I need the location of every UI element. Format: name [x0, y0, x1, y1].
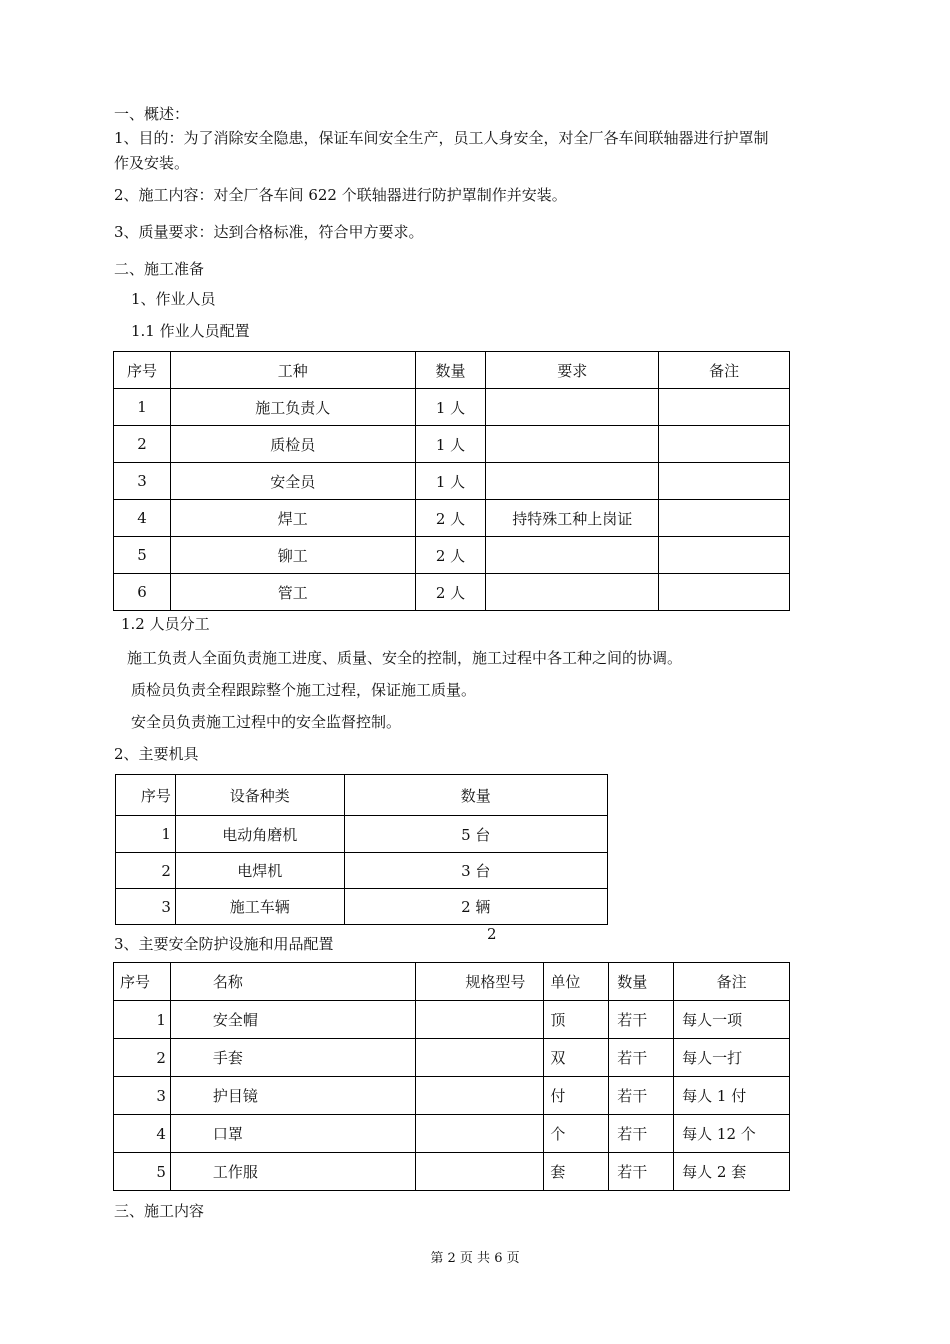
- purpose-text-cont: 作及安装。: [114, 154, 190, 172]
- table-cell: 安全员: [170, 463, 415, 500]
- table-cell: 工作服: [170, 1153, 415, 1191]
- section2-heading: 二、施工准备: [114, 260, 205, 278]
- table-cell: [486, 537, 659, 574]
- table-row: [114, 574, 790, 611]
- table-cell: 3: [114, 463, 171, 500]
- staff-config-heading: 1.1 作业人员配置: [131, 322, 250, 340]
- table-cell: 1: [114, 389, 171, 426]
- table-row: [114, 1115, 790, 1153]
- header-cell: 规格型号: [415, 963, 544, 1001]
- purpose-text: 1、目的：为了消除安全隐患，保证车间安全生产，员工人身安全，对全厂各车间联轴器进行护罩制: [114, 129, 769, 147]
- header-cell: 序号: [114, 352, 171, 389]
- header-cell: 单位: [544, 963, 609, 1001]
- table-row: [114, 1001, 790, 1039]
- table-cell: 每人 12 个: [674, 1115, 790, 1153]
- duty-text: 安全员负责施工过程中的安全监督控制。: [131, 713, 402, 731]
- table-cell: 套: [544, 1153, 609, 1191]
- safety-heading: 3、主要安全防护设施和用品配置: [114, 935, 334, 953]
- table-cell: [486, 574, 659, 611]
- section3-heading: 三、施工内容: [114, 1202, 205, 1220]
- table-cell: [659, 500, 790, 537]
- table-cell: 口罩: [170, 1115, 415, 1153]
- table-row: [116, 853, 608, 889]
- table-cell: 施工负责人: [170, 389, 415, 426]
- table-cell: 1: [116, 816, 176, 853]
- table-row: [114, 500, 790, 537]
- staff-table: [113, 351, 790, 611]
- table-cell: [659, 537, 790, 574]
- stray-number: 2: [487, 925, 497, 943]
- table-cell: [659, 389, 790, 426]
- table-cell: 质检员: [170, 426, 415, 463]
- table-cell: 2 人: [415, 500, 486, 537]
- table-row: [114, 463, 790, 500]
- table-cell: [486, 426, 659, 463]
- table-cell: 3: [116, 889, 176, 925]
- header-cell: 序号: [114, 963, 171, 1001]
- table-cell: 1 人: [415, 389, 486, 426]
- table-cell: [415, 1153, 544, 1191]
- table-cell: [486, 389, 659, 426]
- table-row: [114, 1153, 790, 1191]
- header-cell: 名称: [170, 963, 415, 1001]
- table-row: [114, 426, 790, 463]
- table-cell: 3: [114, 1077, 171, 1115]
- table-row: [114, 1077, 790, 1115]
- table-cell: 每人 2 套: [674, 1153, 790, 1191]
- table-cell: 护目镜: [170, 1077, 415, 1115]
- duty-text: 施工负责人全面负责施工进度、质量、安全的控制，施工过程中各工种之间的协调。: [127, 649, 683, 667]
- header-cell: 工种: [170, 352, 415, 389]
- header-cell: 数量: [344, 775, 607, 816]
- table-header-row: [116, 775, 608, 816]
- table-cell: [659, 463, 790, 500]
- table-cell: 付: [544, 1077, 609, 1115]
- table-cell: 若干: [609, 1153, 674, 1191]
- equipment-table: [115, 774, 608, 925]
- header-cell: 要求: [486, 352, 659, 389]
- table-cell: 每人 1 付: [674, 1077, 790, 1115]
- quality-text: 3、质量要求：达到合格标准，符合甲方要求。: [114, 223, 424, 241]
- section1-heading: 一、概述：: [114, 105, 190, 123]
- header-cell: 数量: [609, 963, 674, 1001]
- table-cell: 持特殊工种上岗证: [486, 500, 659, 537]
- header-cell: 序号: [116, 775, 176, 816]
- table-cell: 1 人: [415, 426, 486, 463]
- header-cell: 数量: [415, 352, 486, 389]
- header-cell: 备注: [659, 352, 790, 389]
- table-cell: 6: [114, 574, 171, 611]
- table-cell: 2 辆: [344, 889, 607, 925]
- table-cell: [415, 1001, 544, 1039]
- table-cell: 若干: [609, 1039, 674, 1077]
- page-number: 第 2 页 共 6 页: [430, 1251, 520, 1266]
- table-cell: 每人一项: [674, 1001, 790, 1039]
- table-cell: 电动角磨机: [175, 816, 344, 853]
- table-cell: 焊工: [170, 500, 415, 537]
- table-cell: 顶: [544, 1001, 609, 1039]
- table-cell: 2: [116, 853, 176, 889]
- table-cell: 施工车辆: [175, 889, 344, 925]
- table-cell: 2: [114, 426, 171, 463]
- table-cell: 4: [114, 500, 171, 537]
- table-cell: 2 人: [415, 537, 486, 574]
- table-cell: 5 台: [344, 816, 607, 853]
- table-row: [116, 889, 608, 925]
- table-cell: 若干: [609, 1077, 674, 1115]
- header-cell: 设备种类: [175, 775, 344, 816]
- equipment-heading: 2、主要机具: [114, 745, 199, 763]
- table-cell: 电焊机: [175, 853, 344, 889]
- table-cell: 每人一打: [674, 1039, 790, 1077]
- table-cell: [486, 463, 659, 500]
- table-cell: 管工: [170, 574, 415, 611]
- table-cell: 双: [544, 1039, 609, 1077]
- content-text: 2、施工内容：对全厂各车间 622 个联轴器进行防护罩制作并安装。: [114, 186, 567, 204]
- table-cell: 5: [114, 1153, 171, 1191]
- table-cell: 2: [114, 1039, 171, 1077]
- table-cell: 4: [114, 1115, 171, 1153]
- table-cell: [659, 426, 790, 463]
- header-cell: 备注: [674, 963, 790, 1001]
- table-cell: 手套: [170, 1039, 415, 1077]
- table-cell: 2 人: [415, 574, 486, 611]
- table-cell: 3 台: [344, 853, 607, 889]
- table-cell: 铆工: [170, 537, 415, 574]
- table-row: [114, 389, 790, 426]
- table-cell: 5: [114, 537, 171, 574]
- table-header-row: [114, 352, 790, 389]
- table-cell: 1: [114, 1001, 171, 1039]
- table-cell: 1 人: [415, 463, 486, 500]
- table-row: [114, 1039, 790, 1077]
- duty-text: 质检员负责全程跟踪整个施工过程，保证施工质量。: [131, 681, 477, 699]
- table-cell: [415, 1039, 544, 1077]
- table-row: [114, 537, 790, 574]
- table-header-row: [114, 963, 790, 1001]
- table-cell: 若干: [609, 1001, 674, 1039]
- table-cell: 安全帽: [170, 1001, 415, 1039]
- table-cell: [659, 574, 790, 611]
- table-cell: [415, 1077, 544, 1115]
- staff-heading: 1、作业人员: [131, 290, 216, 308]
- table-cell: [415, 1115, 544, 1153]
- table-cell: 若干: [609, 1115, 674, 1153]
- table-row: [116, 816, 608, 853]
- table-cell: 个: [544, 1115, 609, 1153]
- duty-heading: 1.2 人员分工: [121, 615, 210, 633]
- safety-table: [113, 962, 790, 1191]
